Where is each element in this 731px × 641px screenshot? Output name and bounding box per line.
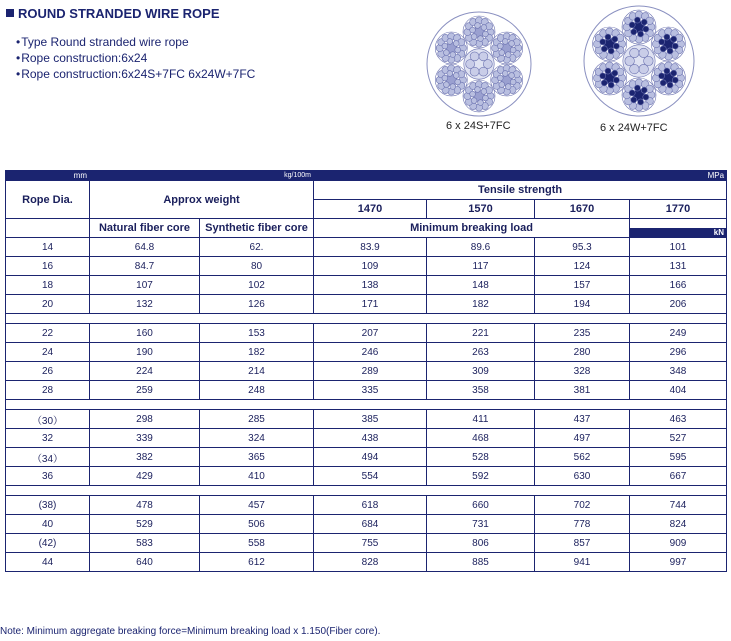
table-row <box>6 467 727 486</box>
cell-load-1770: 296 <box>630 343 727 362</box>
bullet-construction: • Rope construction:6x24 <box>16 50 255 66</box>
cell-synthetic-weight: 324 <box>200 429 314 448</box>
unit-mpa: MPa <box>314 171 727 181</box>
cell-dia: （30） <box>6 410 90 429</box>
cell-load-1470: 618 <box>314 496 427 515</box>
cell-dia: 18 <box>6 276 90 295</box>
cell-load-1570: 660 <box>427 496 535 515</box>
cell-dia: (42) <box>6 534 90 553</box>
header-grade-1670: 1670 <box>535 200 630 219</box>
wire-inner <box>509 73 515 79</box>
cell-dia: 36 <box>6 467 90 486</box>
group-spacer <box>6 314 727 324</box>
wire-inner <box>608 48 614 54</box>
unit-mm: mm <box>6 171 90 181</box>
wire-inner <box>455 47 461 53</box>
header-grade-1570: 1570 <box>427 200 535 219</box>
group-spacer-cell <box>6 314 727 324</box>
cell-load-1570: 358 <box>427 381 535 400</box>
cell-load-1470: 207 <box>314 324 427 343</box>
wire-inner <box>510 47 516 53</box>
cell-load-1670: 562 <box>535 448 630 467</box>
cell-load-1570: 806 <box>427 534 535 553</box>
cell-dia: 26 <box>6 362 90 381</box>
wire-inner <box>629 22 635 28</box>
table-row <box>6 238 727 257</box>
unit-kg-100m: kg/100m <box>90 171 314 181</box>
cell-dia: 16 <box>6 257 90 276</box>
cell-dia: 14 <box>6 238 90 257</box>
group-spacer <box>6 486 727 496</box>
cell-natural-weight: 583 <box>90 534 200 553</box>
cell-dia: 32 <box>6 429 90 448</box>
table-row <box>6 381 727 400</box>
wire-inner <box>634 17 640 23</box>
cell-load-1770: 249 <box>630 324 727 343</box>
cell-load-1670: 630 <box>535 467 630 486</box>
spec-bullet-list <box>16 34 255 82</box>
wire-inner <box>470 27 476 33</box>
cell-load-1570: 309 <box>427 362 535 381</box>
cell-load-1570: 411 <box>427 410 535 429</box>
table-row <box>6 534 727 553</box>
cell-synthetic-weight: 102 <box>200 276 314 295</box>
cell-load-1770: 527 <box>630 429 727 448</box>
wire-inner <box>641 87 647 93</box>
cell-synthetic-weight: 62. <box>200 238 314 257</box>
wire-inner <box>659 73 665 79</box>
cell-load-1670: 941 <box>535 553 630 572</box>
wire-inner <box>475 23 481 29</box>
cell-dia: (38) <box>6 496 90 515</box>
cell-load-1470: 83.9 <box>314 238 427 257</box>
cell-natural-weight: 64.8 <box>90 238 200 257</box>
table-row <box>6 257 727 276</box>
cell-dia: 40 <box>6 515 90 534</box>
group-spacer-cell <box>6 400 727 410</box>
unit-kn: kN <box>630 228 726 237</box>
unit-kn-cell <box>630 219 727 238</box>
cell-load-1570: 148 <box>427 276 535 295</box>
cell-load-1470: 335 <box>314 381 427 400</box>
core-fiber <box>639 64 649 74</box>
wire-inner <box>447 39 453 45</box>
cell-load-1770: 166 <box>630 276 727 295</box>
cell-synthetic-weight: 410 <box>200 467 314 486</box>
header-min-breaking-load: Minimum breaking load <box>314 219 630 238</box>
cell-load-1670: 778 <box>535 515 630 534</box>
table-row <box>6 410 727 429</box>
wire-inner <box>450 84 456 90</box>
wire-inner <box>453 41 459 47</box>
wire-inner <box>641 19 647 25</box>
cell-load-1770: 206 <box>630 295 727 314</box>
rope-cross-section-6x24w-icon <box>582 4 696 118</box>
wire-inner <box>660 80 666 86</box>
wire-inner <box>601 80 607 86</box>
wire-inner <box>672 43 678 49</box>
cell-load-1670: 124 <box>535 257 630 276</box>
cell-load-1470: 554 <box>314 467 427 486</box>
cell-load-1470: 385 <box>314 410 427 429</box>
bullet-construction-variants: • Rope construction:6x24S+7FC 6x24W+7FC <box>16 66 255 82</box>
diagram-caption-6x24s: 6 x 24S+7FC <box>446 120 511 132</box>
header-natural-fiber-core: Natural fiber core <box>90 219 200 238</box>
table-body <box>6 238 727 572</box>
core-fiber <box>630 48 640 58</box>
cell-load-1570: 885 <box>427 553 535 572</box>
cell-load-1470: 138 <box>314 276 427 295</box>
cell-load-1770: 997 <box>630 553 727 572</box>
cell-load-1570: 117 <box>427 257 535 276</box>
table-row <box>6 295 727 314</box>
cell-load-1470: 109 <box>314 257 427 276</box>
core-fiber <box>479 52 488 61</box>
cell-load-1470: 684 <box>314 515 427 534</box>
table-row <box>6 343 727 362</box>
wire-inner <box>497 75 503 81</box>
cell-dia: 24 <box>6 343 90 362</box>
wire-inner <box>483 31 489 37</box>
cell-natural-weight: 429 <box>90 467 200 486</box>
header-grade-1470: 1470 <box>314 200 427 219</box>
wire-inner <box>455 79 461 85</box>
cell-synthetic-weight: 457 <box>200 496 314 515</box>
cell-synthetic-weight: 182 <box>200 343 314 362</box>
wire-inner <box>613 43 619 49</box>
header-synthetic-fiber-core: Synthetic fiber core <box>200 219 314 238</box>
cell-synthetic-weight: 612 <box>200 553 314 572</box>
cell-load-1770: 824 <box>630 515 727 534</box>
wire-inner <box>499 50 505 56</box>
wire-inner <box>505 84 511 90</box>
core-fiber <box>639 48 649 58</box>
cell-load-1670: 381 <box>535 381 630 400</box>
wire-inner <box>450 52 456 58</box>
wire-inner <box>608 82 614 88</box>
core-fiber <box>479 67 488 76</box>
cell-load-1570: 592 <box>427 467 535 486</box>
header-approx-weight: Approx weight <box>90 181 314 219</box>
table-row <box>6 324 727 343</box>
cell-load-1470: 828 <box>314 553 427 572</box>
cell-natural-weight: 382 <box>90 448 200 467</box>
cell-load-1670: 157 <box>535 276 630 295</box>
wire-inner <box>643 94 649 100</box>
cell-load-1570: 731 <box>427 515 535 534</box>
wire-inner <box>659 39 665 45</box>
cell-natural-weight: 298 <box>90 410 200 429</box>
diagram-caption-6x24w: 6 x 24W+7FC <box>600 122 668 134</box>
cell-load-1770: 909 <box>630 534 727 553</box>
cell-load-1670: 497 <box>535 429 630 448</box>
cell-load-1770: 404 <box>630 381 727 400</box>
wire-inner <box>510 79 516 85</box>
wire-inner <box>664 34 670 40</box>
cell-load-1770: 744 <box>630 496 727 515</box>
cell-load-1470: 755 <box>314 534 427 553</box>
cell-load-1470: 494 <box>314 448 427 467</box>
wire-inner <box>509 41 515 47</box>
group-spacer <box>6 400 727 410</box>
table-row <box>6 515 727 534</box>
cell-synthetic-weight: 80 <box>200 257 314 276</box>
wire-inner <box>613 77 619 83</box>
header-tensile-strength: Tensile strength <box>314 181 727 200</box>
cell-load-1670: 194 <box>535 295 630 314</box>
cell-dia: 28 <box>6 381 90 400</box>
cell-synthetic-weight: 153 <box>200 324 314 343</box>
cell-load-1770: 667 <box>630 467 727 486</box>
wire-inner <box>505 52 511 58</box>
table-row <box>6 496 727 515</box>
wire-inner <box>453 73 459 79</box>
wire-inner <box>612 70 618 76</box>
cell-natural-weight: 132 <box>90 295 200 314</box>
wire-inner <box>481 89 487 95</box>
cell-load-1570: 263 <box>427 343 535 362</box>
cell-dia: 20 <box>6 295 90 314</box>
wire-inner <box>478 100 484 106</box>
cell-load-1570: 182 <box>427 295 535 314</box>
wire-inner <box>502 39 508 45</box>
cell-synthetic-weight: 214 <box>200 362 314 381</box>
wire-inner <box>631 97 637 103</box>
cell-synthetic-weight: 558 <box>200 534 314 553</box>
cell-synthetic-weight: 126 <box>200 295 314 314</box>
wire-inner <box>638 31 644 37</box>
cell-natural-weight: 160 <box>90 324 200 343</box>
table-row <box>6 362 727 381</box>
cell-natural-weight: 529 <box>90 515 200 534</box>
wire-inner <box>605 34 611 40</box>
wire-inner <box>471 34 477 40</box>
wire-inner <box>478 36 484 42</box>
cell-load-1770: 595 <box>630 448 727 467</box>
cell-load-1670: 280 <box>535 343 630 362</box>
wire-inner <box>643 26 649 32</box>
cell-load-1470: 438 <box>314 429 427 448</box>
wire-inner <box>442 75 448 81</box>
cell-load-1570: 221 <box>427 324 535 343</box>
wire-inner <box>612 36 618 42</box>
cell-load-1670: 235 <box>535 324 630 343</box>
cell-synthetic-weight: 248 <box>200 381 314 400</box>
cell-load-1470: 246 <box>314 343 427 362</box>
group-spacer-cell <box>6 486 727 496</box>
cell-natural-weight: 478 <box>90 496 200 515</box>
cell-load-1770: 348 <box>630 362 727 381</box>
wire-inner <box>600 73 606 79</box>
wire-inner <box>497 43 503 49</box>
wire-inner <box>629 90 635 96</box>
wire-inner <box>660 46 666 52</box>
cell-dia: （34） <box>6 448 90 467</box>
cell-synthetic-weight: 506 <box>200 515 314 534</box>
wire-inner <box>601 46 607 52</box>
cell-load-1670: 702 <box>535 496 630 515</box>
bullet-type: • Type Round stranded wire rope <box>16 34 255 50</box>
wire-inner <box>638 99 644 105</box>
wire-inner <box>470 91 476 97</box>
wire-inner <box>672 77 678 83</box>
cell-natural-weight: 190 <box>90 343 200 362</box>
core-fiber <box>470 52 479 61</box>
cell-load-1570: 468 <box>427 429 535 448</box>
square-bullet-icon <box>6 9 14 17</box>
cell-synthetic-weight: 285 <box>200 410 314 429</box>
wire-rope-spec-table <box>5 170 727 572</box>
table-row <box>6 553 727 572</box>
cell-synthetic-weight: 365 <box>200 448 314 467</box>
wire-inner <box>475 87 481 93</box>
cell-natural-weight: 339 <box>90 429 200 448</box>
wire-inner <box>502 71 508 77</box>
cell-load-1470: 171 <box>314 295 427 314</box>
wire-inner <box>471 98 477 104</box>
wire-inner <box>600 39 606 45</box>
header-dia-blank <box>6 219 90 238</box>
wire-inner <box>447 71 453 77</box>
cell-load-1770: 101 <box>630 238 727 257</box>
cell-load-1670: 95.3 <box>535 238 630 257</box>
wire-inner <box>442 43 448 49</box>
cell-natural-weight: 259 <box>90 381 200 400</box>
header-grade-1770: 1770 <box>630 200 727 219</box>
cell-natural-weight: 107 <box>90 276 200 295</box>
page-title-text: ROUND STRANDED WIRE ROPE <box>18 6 220 21</box>
cell-load-1670: 857 <box>535 534 630 553</box>
wire-inner <box>481 25 487 31</box>
header-rope-dia: Rope Dia. <box>6 181 90 219</box>
wire-inner <box>605 68 611 74</box>
wire-inner <box>667 82 673 88</box>
footnote: Note: Minimum aggregate breaking force=Minimum breaking load x 1.150(Fiber core). <box>0 626 381 637</box>
cell-natural-weight: 84.7 <box>90 257 200 276</box>
cell-load-1670: 437 <box>535 410 630 429</box>
table-row <box>6 429 727 448</box>
table-row <box>6 276 727 295</box>
wire-inner <box>499 82 505 88</box>
cell-load-1770: 463 <box>630 410 727 429</box>
cell-dia: 44 <box>6 553 90 572</box>
cell-load-1770: 131 <box>630 257 727 276</box>
table-row <box>6 448 727 467</box>
wire-inner <box>631 29 637 35</box>
cell-load-1470: 289 <box>314 362 427 381</box>
wire-inner <box>634 85 640 91</box>
wire-inner <box>483 95 489 101</box>
cell-load-1670: 328 <box>535 362 630 381</box>
cell-natural-weight: 224 <box>90 362 200 381</box>
page-title <box>6 6 220 21</box>
cell-load-1570: 89.6 <box>427 238 535 257</box>
wire-inner <box>443 50 449 56</box>
wire-inner <box>671 36 677 42</box>
cell-natural-weight: 640 <box>90 553 200 572</box>
cell-load-1570: 528 <box>427 448 535 467</box>
wire-inner <box>664 68 670 74</box>
wire-inner <box>667 48 673 54</box>
rope-cross-section-6x24s-icon <box>425 10 533 118</box>
wire-inner <box>671 70 677 76</box>
cell-dia: 22 <box>6 324 90 343</box>
wire-inner <box>443 82 449 88</box>
